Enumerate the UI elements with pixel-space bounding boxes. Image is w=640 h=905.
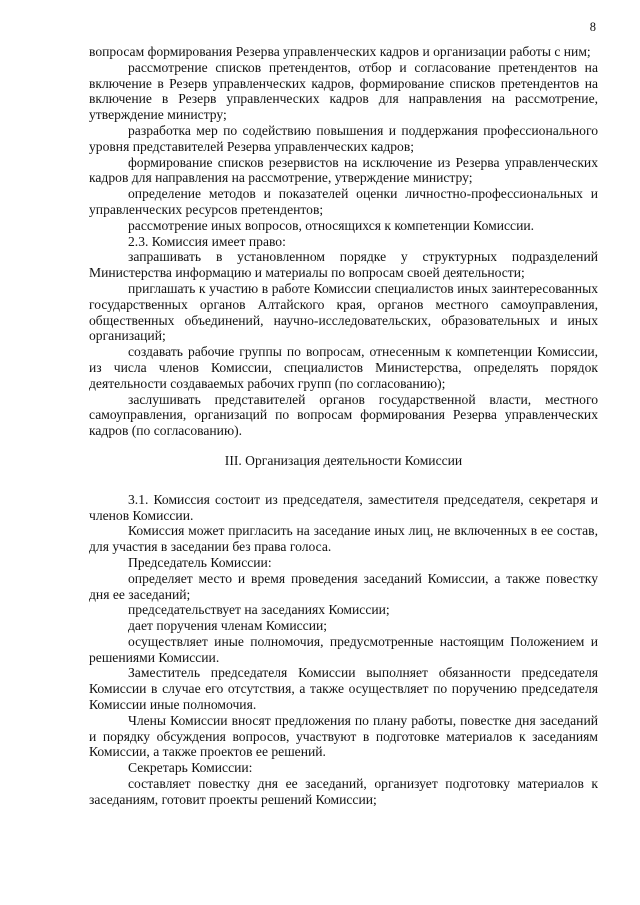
paragraph: определение методов и показателей оценки личностно-профессиональных и управленческих ресурсов претендентов; bbox=[89, 186, 598, 217]
paragraph: Члены Комиссии вносят предложения по плану работы, повестке дня заседаний и порядку обсуждения вопросов, участвуют в подготовке материалов к заседаниям Комиссии, а также проектов ее решений. bbox=[89, 712, 598, 760]
paragraph: вопросам формирования Резерва управленческих кадров и организации работы с ним; bbox=[89, 44, 591, 59]
paragraph: формирование списков резервистов на исключение из Резерва управленческих кадров для направления на рассмотрение, утверждение министру; bbox=[89, 154, 598, 186]
paragraph: запрашивать в установленном порядке у структурных подразделений Министерства информацию и материалы по вопросам своей деятельности; bbox=[89, 249, 598, 281]
paragraph: Председатель Комиссии: bbox=[128, 554, 272, 570]
paragraph: заслушивать представителей органов государственной власти, местного самоуправления, организаций по вопросам формирования Резерва управленческих кадров (по согласованию). bbox=[89, 391, 598, 439]
paragraph: 2.3. Комиссия имеет право: bbox=[128, 233, 286, 249]
section-3-text bbox=[89, 492, 598, 808]
page-number: 8 bbox=[589, 20, 596, 34]
section-2-text bbox=[89, 44, 598, 439]
paragraph: создавать рабочие группы по вопросам, отнесенным к компетенции Комиссии, из числа членов Комиссии, специалистов Министерства, определять порядок деятельности создаваемых рабочих групп (по согласованию); bbox=[89, 344, 598, 391]
spacer bbox=[89, 439, 598, 453]
spacer bbox=[89, 469, 598, 492]
paragraph: определяет место и время проведения заседаний Комиссии, а также повестку дня ее заседаний; bbox=[89, 570, 598, 602]
paragraph: составляет повестку дня ее заседаний, организует подготовку материалов к заседаниям, готовит проекты решений Комиссии; bbox=[89, 776, 598, 807]
paragraph: 3.1. Комиссия состоит из председателя, заместителя председателя, секретаря и членов Комиссии. bbox=[89, 491, 598, 523]
paragraph: председательствует на заседаниях Комиссии; bbox=[128, 602, 390, 618]
paragraph: приглашать к участию в работе Комиссии специалистов иных заинтересованных государственных органов Алтайского края, органов местного самоуправления, общественных объединений, научно-исследовательских, образовательных и иных организаций; bbox=[89, 280, 598, 344]
paragraph: Заместитель председателя Комиссии выполняет обязанности председателя Комиссии в случае его отсутствия, а также осуществляет по поручению председателя Комиссии иные полномочия. bbox=[89, 665, 598, 713]
paragraph: Комиссия может пригласить на заседание иных лиц, не включенных в ее состав, для участия в заседании без права голоса. bbox=[89, 523, 598, 555]
paragraph: рассмотрение списков претендентов, отбор и согласование претендентов на включение в Резерв управленческих кадров, формирование списков претендентов на включение в Резерв управленческих кадров для направления на рассмотрение, утверждение министру; bbox=[89, 59, 598, 123]
document-body bbox=[89, 44, 598, 808]
section-heading: III. Организация деятельности Комиссии bbox=[224, 452, 463, 468]
paragraph: осуществляет иные полномочия, предусмотренные настоящим Положением и решениями Комиссии. bbox=[89, 633, 598, 665]
paragraph: разработка мер по содействию повышения и поддержания профессионального уровня представителей Резерва управленческих кадров; bbox=[89, 122, 598, 154]
paragraph: дает поручения членам Комиссии; bbox=[128, 618, 328, 634]
paragraph: Секретарь Комиссии: bbox=[128, 760, 253, 776]
paragraph: рассмотрение иных вопросов, относящихся к компетенции Комиссии. bbox=[128, 217, 535, 233]
